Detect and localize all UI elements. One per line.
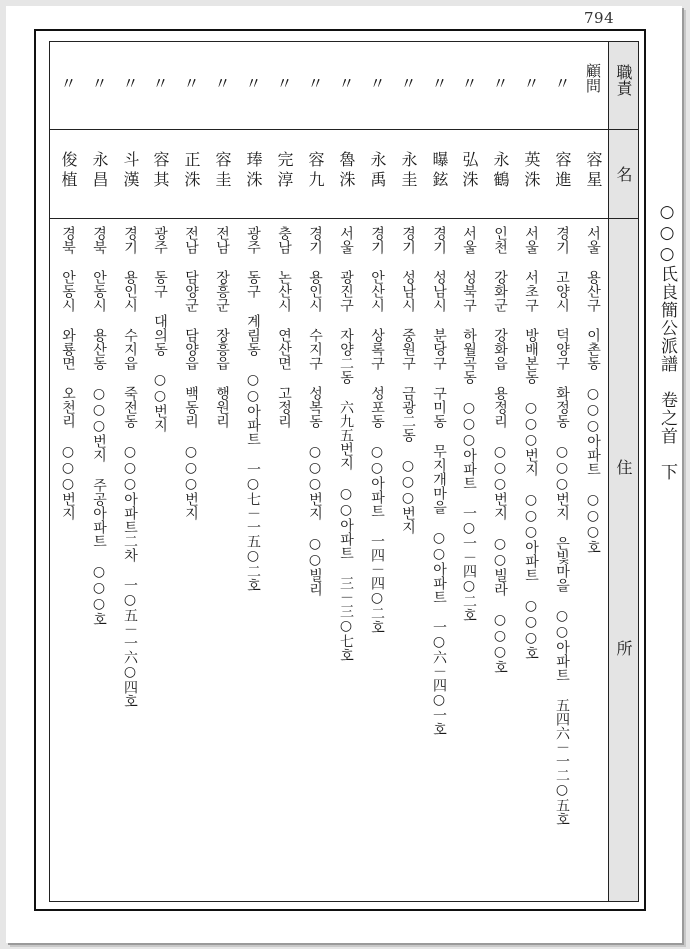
duty-cell: 〃 [305,75,324,91]
member-address: 경북 안동시 와룡면 오천리 ○○○번지 [60,226,76,520]
header-divider [608,41,609,902]
member-address: 서울 광진구 자양二동 六九五번지 ○○아파트 三－三○七호 [338,226,354,662]
header-address-2: 所 [614,640,633,656]
member-address: 경북 안동시 용산동 ○○○번지 주공아파트 ○○○호 [91,226,107,626]
member-address: 충남 논산시 연산면 고정리 [276,226,292,428]
member-name: 斗漢 [121,151,140,191]
member-name: 永鶴 [491,151,510,191]
member-name: 弘洙 [460,151,479,191]
duty-cell: 〃 [89,75,108,91]
page-number: 794 [584,9,615,27]
member-address: 서울 서초구 방배본동 ○○○번지 ○○○아파트 ○○○호 [523,226,539,660]
member-address: 광주 동구 계림동 ○○아파트 一○七－一五○二호 [245,226,261,592]
member-name: 容九 [306,151,325,191]
member-name: 琫洙 [244,151,263,191]
member-name: 俊植 [59,151,78,191]
duty-cell: 〃 [243,75,262,91]
member-name: 英洙 [522,151,541,191]
member-address: 경기 고양시 덕양구 화정동 ○○○번지 은빛마을 ○○아파트 五四六－一二○五호 [554,226,570,826]
duty-cell: 〃 [490,75,509,91]
duty-cell: 〃 [367,75,386,91]
member-address: 전남 담양군 담양읍 백동리 ○○○번지 [183,226,199,520]
header-name: 名 [614,166,633,182]
member-name: 永禹 [368,151,387,191]
duty-cell: 〃 [398,75,417,91]
member-name: 容進 [553,151,572,191]
header-duty: 職責 [614,64,633,96]
duty-cell: 〃 [181,75,200,91]
duty-cell: 〃 [120,75,139,91]
member-name: 魯洙 [337,151,356,191]
member-name: 容圭 [213,151,232,191]
duty-cell: 〃 [274,75,293,91]
member-name: 永圭 [399,151,418,191]
member-name: 永昌 [90,151,109,191]
duty-cell: 〃 [521,75,540,91]
member-address: 전남 장흥군 장흥읍 행원리 [214,226,230,428]
duty-cell: 〃 [150,75,169,91]
member-address: 경기 성남시 분당구 구미동 무지개마을 ○○아파트 一○六－四○一호 [431,226,447,736]
row-divider-duty [49,129,639,130]
book-title: ○○○氏良簡公派譜 卷之首 下 [657,202,677,481]
row-divider-name [49,218,639,219]
member-address: 경기 용인시 수지구 성복동 ○○○번지 ○○빌리 [307,226,323,596]
duty-cell: 〃 [336,75,355,91]
member-name: 正洙 [182,151,201,191]
header-address-1: 住 [614,459,633,475]
member-address: 서울 성북구 하월곡동 ○○○아파트 一○一－四○二호 [461,226,477,622]
member-address: 경기 용인시 수지읍 죽전동 ○○○아파트二차 一○五－一六○四호 [122,226,138,708]
member-address: 경기 안산시 상록구 성포동 ○○아파트 一四－四○二호 [369,226,385,634]
duty-cell: 〃 [58,75,77,91]
duty-cell: 〃 [212,75,231,91]
member-address: 서울 용산구 이촌동 ○○○아파트 ○○○호 [585,226,601,554]
member-address: 광주 동구 대의동 ○○번지 [152,226,168,432]
duty-cell: 〃 [429,75,448,91]
member-name: 曝鉉 [430,151,449,191]
member-address: 경기 성남시 중원구 금광二동 ○○○번지 [400,226,416,534]
member-name: 容其 [151,151,170,191]
member-name: 完淳 [275,151,294,191]
duty-cell: 〃 [552,75,571,91]
member-name: 容星 [584,151,603,191]
member-address: 인천 강화군 강화읍 용정리 ○○○번지 ○○빌라 ○○○호 [492,226,508,674]
duty-cell: 顧問 [584,63,602,93]
duty-cell: 〃 [459,75,478,91]
